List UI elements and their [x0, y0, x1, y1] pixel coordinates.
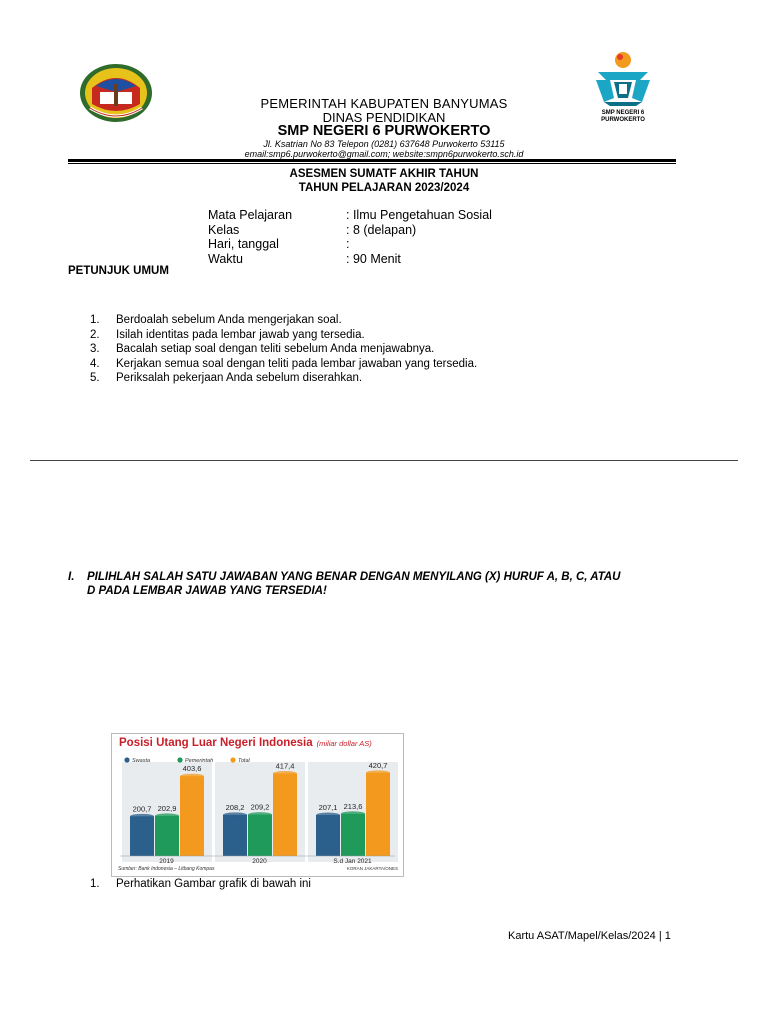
government-name: PEMERINTAH KABUPATEN BANYUMAS	[260, 96, 508, 111]
chart-bar-cap	[316, 813, 340, 818]
department-name: DINAS PENDIDIKAN	[322, 110, 446, 125]
instructions-list	[90, 313, 477, 386]
school-address: Jl. Ksatrian No 83 Telepon (0281) 637648 Purwokerto 53115	[263, 139, 505, 149]
chart-bar-cap	[180, 774, 204, 779]
section-line-2: D PADA LEMBAR JAWAB YANG TERSEDIA!	[87, 585, 327, 597]
legend-label: Total	[238, 758, 250, 764]
chart-bar	[130, 816, 154, 856]
legend-label: Swasta	[132, 758, 151, 764]
section-separator	[30, 460, 738, 461]
list-text: Periksalah pekerjaan Anda sebelum diserahkan.	[116, 372, 363, 385]
list-text: Kerjakan semua soal dengan teliti pada lembar jawaban yang tersedia.	[116, 357, 478, 370]
list-number: 1.	[90, 314, 100, 326]
legend-marker	[230, 757, 235, 762]
chart-bar	[316, 815, 340, 856]
chart-bar-cap	[130, 814, 154, 819]
question-text: Perhatikan Gambar grafik di bawah ini	[116, 878, 311, 890]
info-row	[208, 223, 492, 238]
list-number: 2.	[90, 328, 100, 341]
question-1	[90, 878, 311, 890]
info-label: Kelas	[208, 222, 240, 237]
chart-bar	[341, 814, 365, 856]
category-label: 2020	[252, 858, 267, 865]
chart-bar-cap	[223, 812, 247, 817]
logo-text-line2: PURWOKERTO	[601, 117, 645, 123]
debt-chart	[112, 734, 403, 876]
list-item	[90, 357, 477, 372]
category-label: S.d Jan 2021	[333, 858, 372, 865]
exam-year: TAHUN PELAJARAN 2023/2024	[298, 182, 470, 194]
info-row	[208, 237, 492, 252]
info-label: Hari, tanggal	[208, 237, 279, 252]
list-item	[90, 328, 477, 343]
chart-bar	[155, 816, 179, 856]
data-label: 200,7	[132, 804, 152, 814]
list-item	[90, 313, 477, 328]
list-text: Berdoalah sebelum Anda mengerjakan soal.	[116, 314, 342, 326]
header-divider-thick	[68, 159, 676, 162]
chart-bar	[248, 815, 272, 856]
info-row	[208, 252, 492, 267]
category-label: 2019	[159, 858, 174, 865]
section-heading	[68, 570, 718, 598]
debt-chart-image	[111, 733, 404, 877]
chart-bar	[273, 773, 297, 856]
data-label: 213,6	[343, 801, 363, 811]
school-contact: email:smp6.purwokerto@gmail.com; website:smpn6purwokerto.sch.id	[244, 149, 524, 159]
list-text: Bacalah setiap soal dengan teliti sebelum Anda menjawabnya.	[116, 343, 435, 356]
list-text: Isilah identitas pada lembar jawab yang tersedia.	[116, 328, 365, 341]
chart-bar-cap	[155, 813, 179, 818]
page-footer: Kartu ASAT/Mapel/Kelas/2024 | 1	[508, 930, 671, 942]
list-number: 3.	[90, 343, 100, 356]
section-line-1: PILIHLAH SALAH SATU JAWABAN YANG BENAR DENGAN MENYILANG (X) HURUF A, B, C, ATAU	[87, 571, 621, 583]
instructions-heading: PETUNJUK UMUM	[68, 265, 169, 277]
header-divider-thin	[68, 163, 676, 164]
logo-text-line1: SMP NEGERI 6	[601, 110, 645, 116]
chart-bar-cap	[366, 770, 390, 775]
chart-title-text: Posisi Utang Luar Negeri Indonesia	[119, 737, 313, 749]
data-label: 417,4	[275, 761, 295, 771]
info-label: Mata Pelajaran	[208, 208, 293, 222]
section-number: I.	[68, 571, 75, 583]
info-value: : 90 Menit	[346, 251, 401, 266]
chart-bar-cap	[248, 812, 272, 817]
list-item	[90, 371, 477, 386]
legend-label: Pemerintah	[185, 758, 214, 764]
exam-info	[208, 208, 492, 266]
question-number: 1.	[90, 878, 100, 890]
chart-credit: KORAN JAKARTA/ONES	[346, 866, 398, 871]
exam-title: ASESMEN SUMATF AKHIR TAHUN	[289, 168, 479, 180]
legend-marker	[177, 757, 182, 762]
list-number: 4.	[90, 357, 100, 370]
chart-bar-cap	[273, 771, 297, 776]
data-label: 209,2	[250, 802, 270, 812]
info-row	[208, 208, 492, 223]
data-label: 403,6	[182, 764, 202, 774]
legend-marker	[124, 757, 129, 762]
data-label: 208,2	[225, 802, 245, 812]
chart-unit: (miliar dollar AS)	[316, 739, 372, 748]
info-value: : Ilmu Pengetahuan Sosial	[346, 208, 492, 222]
data-label: 202,9	[157, 803, 177, 813]
info-value: :	[346, 237, 350, 252]
info-value: : 8 (delapan)	[346, 222, 417, 237]
chart-bar	[180, 776, 204, 856]
data-label: 420,7	[368, 760, 388, 770]
data-label: 207,1	[318, 803, 338, 813]
chart-bar	[223, 815, 247, 856]
chart-bar	[366, 773, 390, 856]
chart-bar-cap	[341, 811, 365, 816]
list-number: 5.	[90, 372, 100, 385]
school-name: SMP NEGERI 6 PURWOKERTO	[277, 123, 491, 139]
chart-title	[119, 737, 372, 749]
chart-source: Sumber: Bank Indonesia – Litbang Kompas	[118, 866, 215, 872]
info-label: Waktu	[208, 251, 243, 266]
list-item	[90, 342, 477, 357]
